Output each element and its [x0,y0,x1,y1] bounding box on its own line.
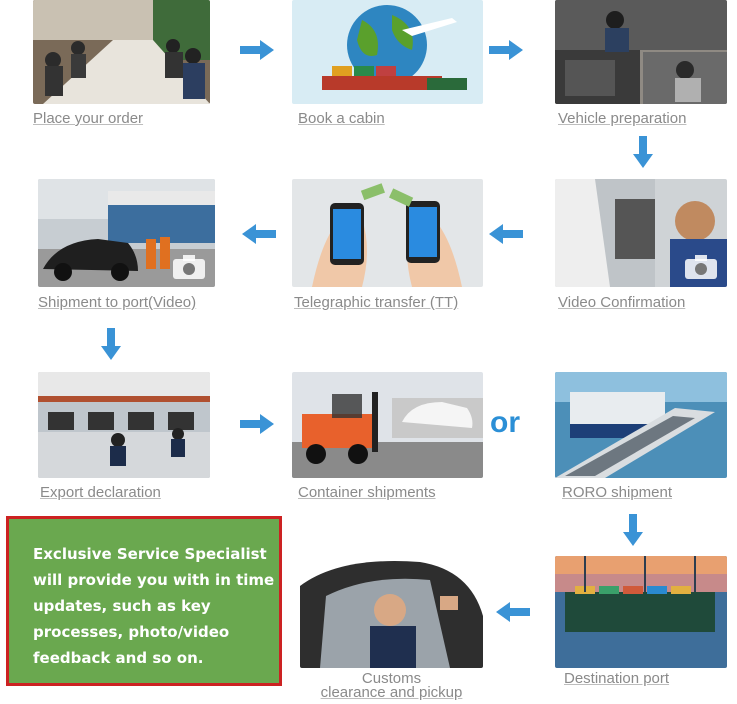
export-declaration-photo [38,372,210,478]
destination-port-photo [555,556,727,668]
shipment-to-port-photo [38,179,215,287]
step-customs-label-1: Customs [361,670,422,687]
camera-icon [683,253,719,281]
or-separator: or [490,406,520,439]
arrow-left-icon [489,224,523,244]
step-vehicle-prep-label: Vehicle preparation [558,110,687,127]
note-line-1: will provide you with in time [33,571,275,589]
roro-shipment-photo [555,372,727,478]
arrow-right-icon [240,40,274,60]
arrow-left-icon [242,224,276,244]
container-shipments-photo [292,372,483,478]
note-line-4: feedback and so on. [33,649,204,667]
arrow-down-icon [633,136,653,168]
step-book-cabin-label: Book a cabin [298,110,385,127]
service-specialist-note [6,516,282,686]
step-shipment-port-label: Shipment to port(Video) [38,294,197,311]
step-place-order-label: Place your order [33,110,144,127]
customs-clearance-photo [300,556,483,668]
arrow-right-icon [240,414,274,434]
vehicle-preparation-photo [555,0,727,104]
camera-icon [171,253,207,281]
arrow-down-icon [101,328,121,360]
note-line-3: processes, photo/video [33,623,230,641]
step-roro-label: RORO shipment [562,484,673,501]
step-customs-label-2: clearance and pickup [320,684,463,701]
note-line-2: updates, such as key [33,597,211,615]
step-destination-label: Destination port [564,670,670,687]
book-cabin-photo [292,0,483,104]
arrow-down-icon [623,514,643,546]
step-export-decl-label: Export declaration [40,484,161,501]
step-video-confirm-label: Video Confirmation [558,294,686,311]
video-confirmation-photo [555,179,727,287]
note-title: Exclusive Service Specialist [33,545,267,563]
arrow-right-icon [489,40,523,60]
arrow-left-icon [496,602,530,622]
place-order-photo [33,0,210,104]
step-telegraphic-label: Telegraphic transfer (TT) [294,294,459,311]
telegraphic-transfer-photo [292,179,483,287]
step-container-label: Container shipments [298,484,436,501]
